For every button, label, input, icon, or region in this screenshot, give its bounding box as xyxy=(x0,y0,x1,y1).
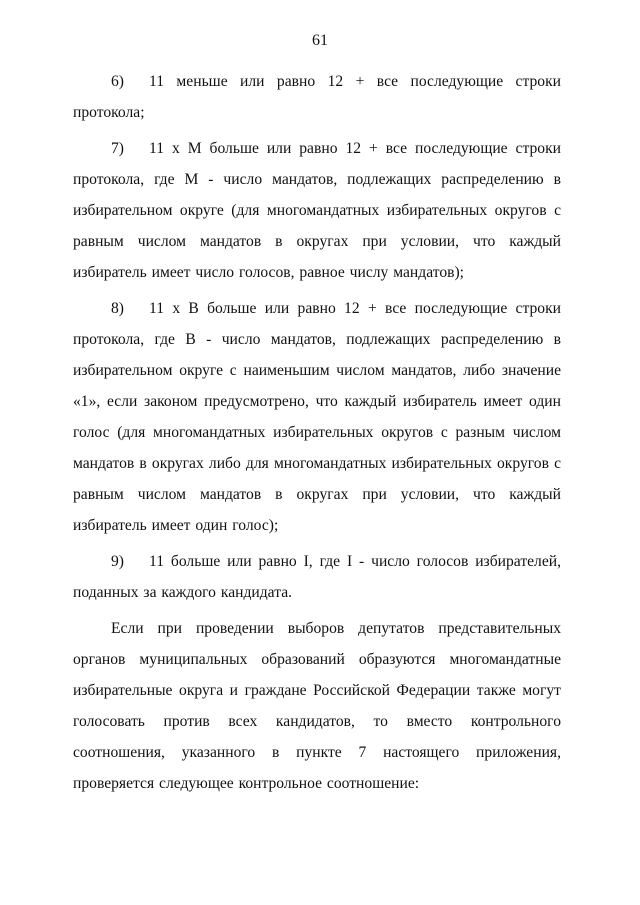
page-number: 61 xyxy=(312,32,328,49)
list-item-6 xyxy=(73,66,561,128)
item-number: 9) xyxy=(111,553,124,570)
item-text: 11 x B больше или равно 12 + все последующие строки протокола, где B - число мандатов, подлежащих распределению в избирательном округе с наименьшим числом мандатов, либо значение «1», если законом предусмотрено, что каждый избиратель имеет один голос (для многомандатных избирательных округов с разным числом мандатов в округах либо для многомандатных избирательных округов с равным числом мандатов в округах при условии, что каждый избиратель имеет один голос); xyxy=(73,300,561,534)
item-number: 6) xyxy=(111,73,124,90)
item-text: 11 меньше или равно 12 + все последующие строки протокола; xyxy=(73,73,561,121)
list-item-7 xyxy=(73,133,561,288)
item-text: 11 больше или равно I, где I - число голосов избирателей, поданных за каждого кандидата. xyxy=(73,553,561,601)
document-body xyxy=(73,66,561,804)
closing-paragraph: Если при проведении выборов депутатов представительных органов муниципальных образований образуются многомандатные избирательные округа и граждане Российской Федерации также могут голосовать против всех кандидатов, то вместо контрольного соотношения, указанного в пункте 7 настоящего приложения, проверяется следующее контрольное соотношение: xyxy=(73,620,561,792)
list-item-9 xyxy=(73,546,561,608)
item-number: 7) xyxy=(111,140,124,157)
list-item-8 xyxy=(73,293,561,541)
item-text: 11 x M больше или равно 12 + все последующие строки протокола, где M - число мандатов, подлежащих распределению в избирательном округе (для многомандатных избирательных округов с равным числом мандатов в округах при условии, что каждый избиратель имеет число голосов, равное числу мандатов); xyxy=(73,140,561,281)
item-number: 8) xyxy=(111,300,124,317)
